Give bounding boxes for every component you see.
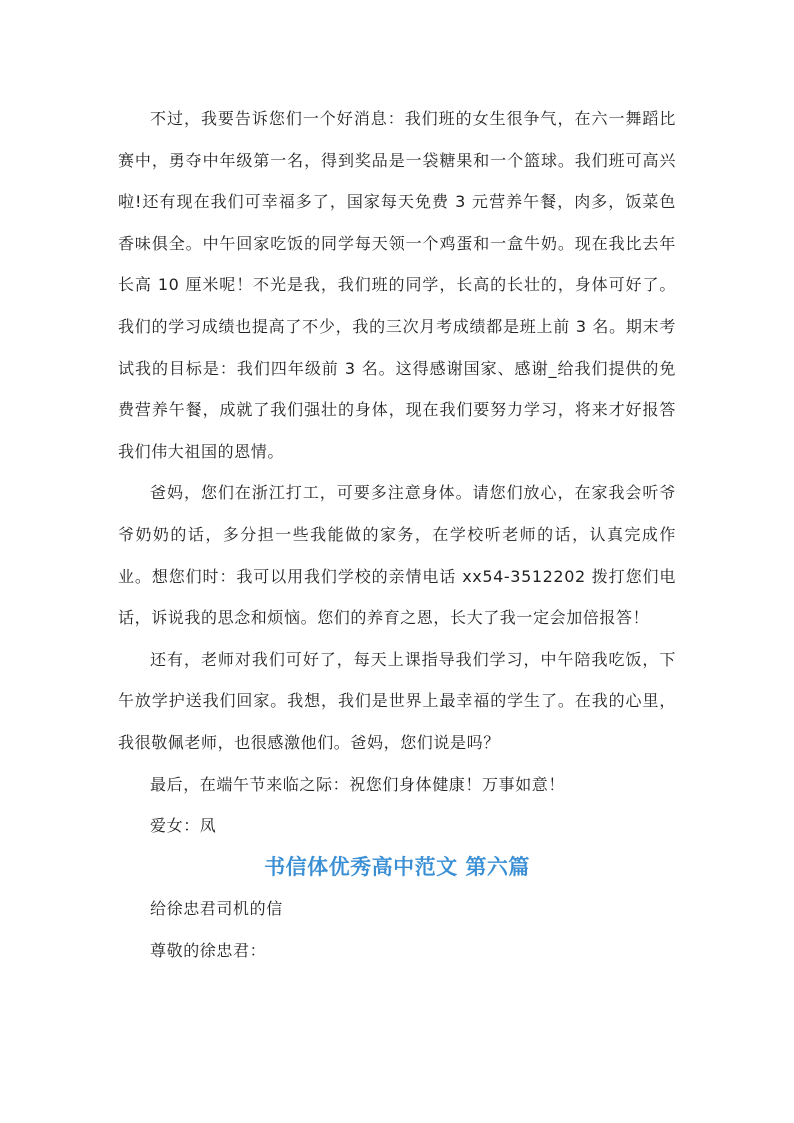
document-body [118,98,676,971]
letter-title: 给徐忠君司机的信 [150,899,283,919]
paragraph-parents: 爸妈，您们在浙江打工，可要多注意身体。请您们放心，在家我会听爷爷奶奶的话，多分担一些我能做的家务，在学校听老师的话，认真完成作业。想您们时：我可以用我们学校的亲情电话 xx54-3512202 拨打您们电话，诉说我的思念和烦恼。您们的养育之恩，长大了我一定会加倍报答！ [118,483,676,628]
closing-wishes: 最后，在端午节来临之际：祝您们身体健康！万事如意！ [150,774,566,794]
signature: 爱女：凤 [150,816,217,836]
salutation: 尊敬的徐忠君： [150,940,267,960]
paragraph-good-news: 不过，我要告诉您们一个好消息：我们班的女生很争气，在六一舞蹈比赛中，勇夺中年级第一名，得到奖品是一袋糖果和一个篮球。我们班可高兴啦!还有现在我们可幸福多了，国家每天免费 3 元营养午餐，肉多，饭菜色香味俱全。中午回家吃饭的同学每天领一个鸡蛋和一盒牛奶。现在我比去年长高 10 厘米呢！不光是我，我们班的同学，长高的长壮的，身体可好了。我们的学习成绩也提高了不少，我的三次月考成绩都是班上前 3 名。期末考试我的目标是：我们四年级前 3 名。这得感谢国家、感谢_给我们提供的免费营养午餐，成就了我们强壮的身体，现在我们要努力学习，将来才好报答我们伟大祖国的恩情。 [118,109,676,461]
section-heading: 书信体优秀高中范文 第六篇 [264,854,530,879]
paragraph-teachers: 还有，老师对我们可好了，每天上课指导我们学习，中午陪我吃饭，下午放学护送我们回家。我想，我们是世界上最幸福的学生了。在我的心里，我很敬佩老师，也很感激他们。爸妈，您们说是吗？ [118,649,676,752]
